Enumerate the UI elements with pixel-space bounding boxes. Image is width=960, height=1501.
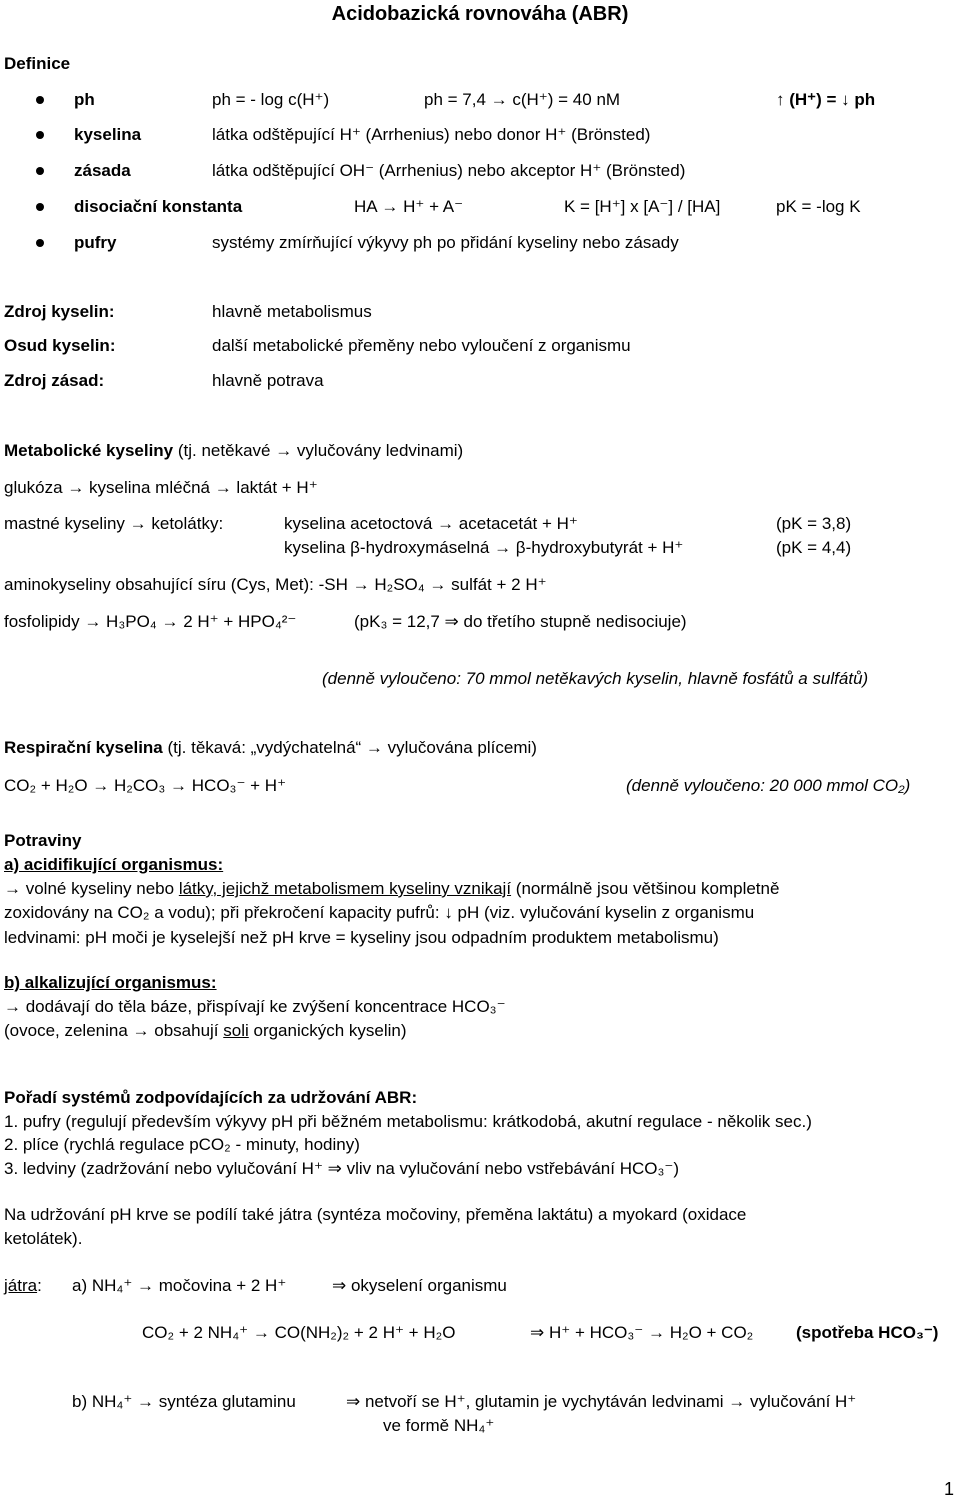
- bullet: [36, 131, 44, 139]
- amino-line: aminokyseliny obsahující síru (Cys, Met): -SH → H₂SO₄ → sulfát + 2 H⁺: [4, 575, 547, 594]
- acidifying-heading: a) acidifikující organismus:: [4, 855, 224, 874]
- term-kyselina: kyselina: [74, 125, 142, 144]
- hydroxy-line: kyselina β-hydroxymáselná → β-hydroxybutyrát + H⁺: [284, 538, 684, 557]
- order-item: 1. pufry (regulují především výkyvy pH při běžném metabolismu: krátkodobá, akutní regulace - několik sec.): [4, 1112, 812, 1131]
- term-disoc: disociační konstanta: [74, 197, 243, 216]
- alkalizing-line1: → dodávají do těla báze, přispívají ke zvýšení koncentrace HCO₃⁻: [4, 997, 506, 1016]
- source-label: Osud kyselin:: [4, 336, 116, 355]
- acidifying-line3: ledvinami: pH moči je kyselejší než pH krve = kyseliny jsou odpadním produktem metabolismu): [4, 928, 719, 947]
- page-title: Acidobazická rovnováha (ABR): [331, 3, 629, 25]
- source-label: Zdroj kyselin:: [4, 302, 115, 321]
- source-label: Zdroj zásad:: [4, 371, 105, 390]
- def-ph: ph = - log c(H⁺): [212, 90, 330, 109]
- alkalizing-text: organických kyselin): [248, 1021, 407, 1040]
- metabolic-daily: (denně vyloučeno: 70 mmol netěkavých kyselin, hlavně fosfátů a sulfátů): [322, 669, 869, 688]
- bullet: [36, 167, 44, 175]
- urea-eq: CO₂ + 2 NH₄⁺ → CO(NH₂)₂ + 2 H⁺ + H₂O: [142, 1323, 456, 1342]
- hydroxy-pk: (pK = 4,4): [776, 538, 852, 557]
- acetoctova-pk: (pK = 3,8): [776, 514, 852, 533]
- source-value: hlavně metabolismus: [212, 302, 372, 321]
- acidifying-text: (normálně jsou většinou kompletně: [511, 879, 780, 898]
- term-zasada: zásada: [74, 161, 131, 180]
- order-heading: Pořadí systémů zodpovídajících za udržování ABR:: [4, 1088, 418, 1107]
- metabolic-heading-line: [4, 441, 463, 461]
- liver-label: játra: [4, 1276, 38, 1295]
- source-value: další metabolické přeměny nebo vyloučení z organismu: [212, 336, 631, 355]
- def-pufry: systémy zmírňující výkyvy ph po přidání kyseliny nebo zásady: [212, 233, 679, 252]
- term-ph: ph: [74, 90, 95, 109]
- alkalizing-text: (ovoce, zelenina → obsahují: [4, 1021, 224, 1040]
- bullet: [36, 203, 44, 211]
- respiratory-daily: (denně vyloučeno: 20 000 mmol CO₂): [626, 776, 911, 795]
- acidifying-line2: zoxidovány na CO₂ a vodu); při překročení kapacity pufrů: ↓ pH (viz. vylučování kyselin z organismu: [4, 903, 755, 922]
- respiratory-note: (tj. těkavá: „vydýchatelná“ → vylučována plícemi): [167, 738, 537, 757]
- alkalizing-line2: [4, 1021, 407, 1041]
- acidifying-line1: [4, 879, 779, 899]
- liver-label-line: [4, 1276, 42, 1296]
- bullet: [36, 96, 44, 104]
- liver-para: Na udržování pH krve se podílí také játra (syntéza močoviny, přeměna laktátu) a myokard (oxidace: [4, 1205, 747, 1224]
- urea-note: (spotřeba HCO₃⁻): [796, 1323, 939, 1342]
- liver-a-result: ⇒ okyselení organismu: [332, 1276, 507, 1295]
- liver-b-eq: b) NH₄⁺ → syntéza glutaminu: [72, 1392, 296, 1411]
- val-ph: ph = 7,4 → c(H⁺) = 40 nM: [424, 90, 621, 109]
- alkalizing-heading: b) alkalizující organismus:: [4, 973, 217, 992]
- liver-b-result-cont: ve formě NH₄⁺: [383, 1416, 495, 1435]
- source-value: hlavně potrava: [212, 371, 324, 390]
- fosfo-line: fosfolipidy → H₃PO₄ → 2 H⁺ + HPO₄²⁻: [4, 612, 297, 631]
- term-pufry: pufry: [74, 233, 117, 252]
- k-disoc: K = [H⁺] x [A⁻] / [HA]: [564, 197, 721, 216]
- liver-para: ketolátek).: [4, 1229, 83, 1248]
- order-item: 3. ledviny (zadržování nebo vylučování H⁺ ⇒ vliv na vylučování nebo vstřebávání HCO₃⁻): [4, 1159, 680, 1178]
- pk-disoc: pK = -log K: [776, 197, 861, 216]
- order-item: 2. plíce (rychlá regulace pCO₂ - minuty, hodiny): [4, 1135, 360, 1154]
- eq-disoc: HA → H⁺ + A⁻: [354, 197, 464, 216]
- metabolic-heading: Metabolické kyseliny: [4, 441, 174, 460]
- metabolic-note: (tj. netěkavé → vylučovány ledvinami): [177, 441, 464, 460]
- liver-a-eq: a) NH₄⁺ → močovina + 2 H⁺: [72, 1276, 287, 1295]
- alkalizing-underlined: soli: [223, 1021, 249, 1040]
- acidifying-text: → volné kyseliny nebo: [4, 879, 179, 898]
- def-kyselina: látka odštěpující H⁺ (Arrhenius) nebo donor H⁺ (Brönsted): [212, 125, 651, 144]
- page-number: 1: [944, 1479, 955, 1499]
- glukoza-line: glukóza → kyselina mléčná → laktát + H⁺: [4, 478, 318, 497]
- respiratory-eq: CO₂ + H₂O → H₂CO₃ → HCO₃⁻ + H⁺: [4, 776, 287, 795]
- respiratory-heading-line: [4, 738, 537, 758]
- urea-result: ⇒ H⁺ + HCO₃⁻ → H₂O + CO₂: [530, 1323, 754, 1342]
- mastne-prefix: mastné kyseliny → ketolátky:: [4, 514, 224, 533]
- foods-heading: Potraviny: [4, 831, 82, 850]
- def-zasada: látka odštěpující OH⁻ (Arrhenius) nebo akceptor H⁺ (Brönsted): [212, 161, 686, 180]
- respiratory-heading: Respirační kyselina: [4, 738, 163, 757]
- liver-b-result: ⇒ netvoří se H⁺, glutamin je vychytáván ledvinami → vylučování H⁺: [346, 1392, 857, 1411]
- acetoctova-line: kyselina acetoctová → acetacetát + H⁺: [284, 514, 578, 533]
- bullet: [36, 239, 44, 247]
- acidifying-underlined: látky, jejichž metabolismem kyseliny vznikají: [178, 879, 512, 898]
- definitions-heading: Definice: [4, 54, 71, 73]
- fosfo-note: (pK₃ = 12,7 ⇒ do třetího stupně nedisociuje): [354, 612, 687, 631]
- liver-colon: :: [37, 1276, 42, 1295]
- rel-ph: ↑ (H⁺) = ↓ ph: [776, 90, 876, 109]
